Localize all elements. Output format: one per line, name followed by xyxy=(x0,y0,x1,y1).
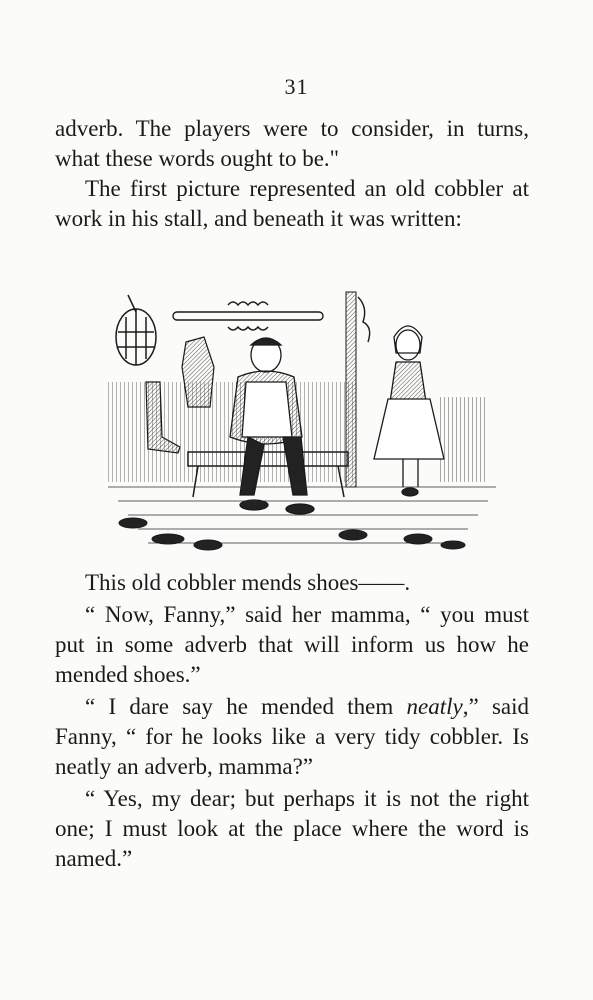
paragraph-mamma-reply: “ Yes, my dear; but perhaps it is not the right one; I must look at the place where the word is named.” xyxy=(55,786,529,871)
shelf-shape xyxy=(173,302,323,330)
fanny-answer-end: ,” said Fanny, “ for he looks like a very tidy cobbler. Is neatly an adverb, mamma?” xyxy=(55,694,529,779)
bottom-text-block xyxy=(55,568,529,876)
paragraph-mamma-question: “ Now, Fanny,” said her mamma, “ you must put in some adverb that will inform us how he mended shoes.” xyxy=(55,602,529,687)
cobbler-illustration xyxy=(108,287,496,565)
fanny-answer-start: “ I dare say he mended them xyxy=(85,694,407,719)
floor-shoes xyxy=(119,518,465,550)
birdcage-shape xyxy=(116,295,156,365)
top-text-block xyxy=(55,114,529,234)
illustration-caption: This old cobbler mends shoes——. xyxy=(85,570,411,595)
hanging-coat xyxy=(182,337,214,407)
girl-figure xyxy=(374,326,444,496)
fence xyxy=(438,397,488,482)
paragraph-continuation: adverb. The players were to consider, in turns, what these words ought to be." xyxy=(55,116,529,171)
adverb-neatly: neatly xyxy=(406,694,463,719)
vine xyxy=(358,297,370,342)
paragraph-first-picture: The first picture represented an old cobbler at work in his stall, and beneath it was written: xyxy=(55,176,529,231)
paragraph-fanny-answer xyxy=(55,692,529,782)
page-number: 31 xyxy=(284,74,309,99)
